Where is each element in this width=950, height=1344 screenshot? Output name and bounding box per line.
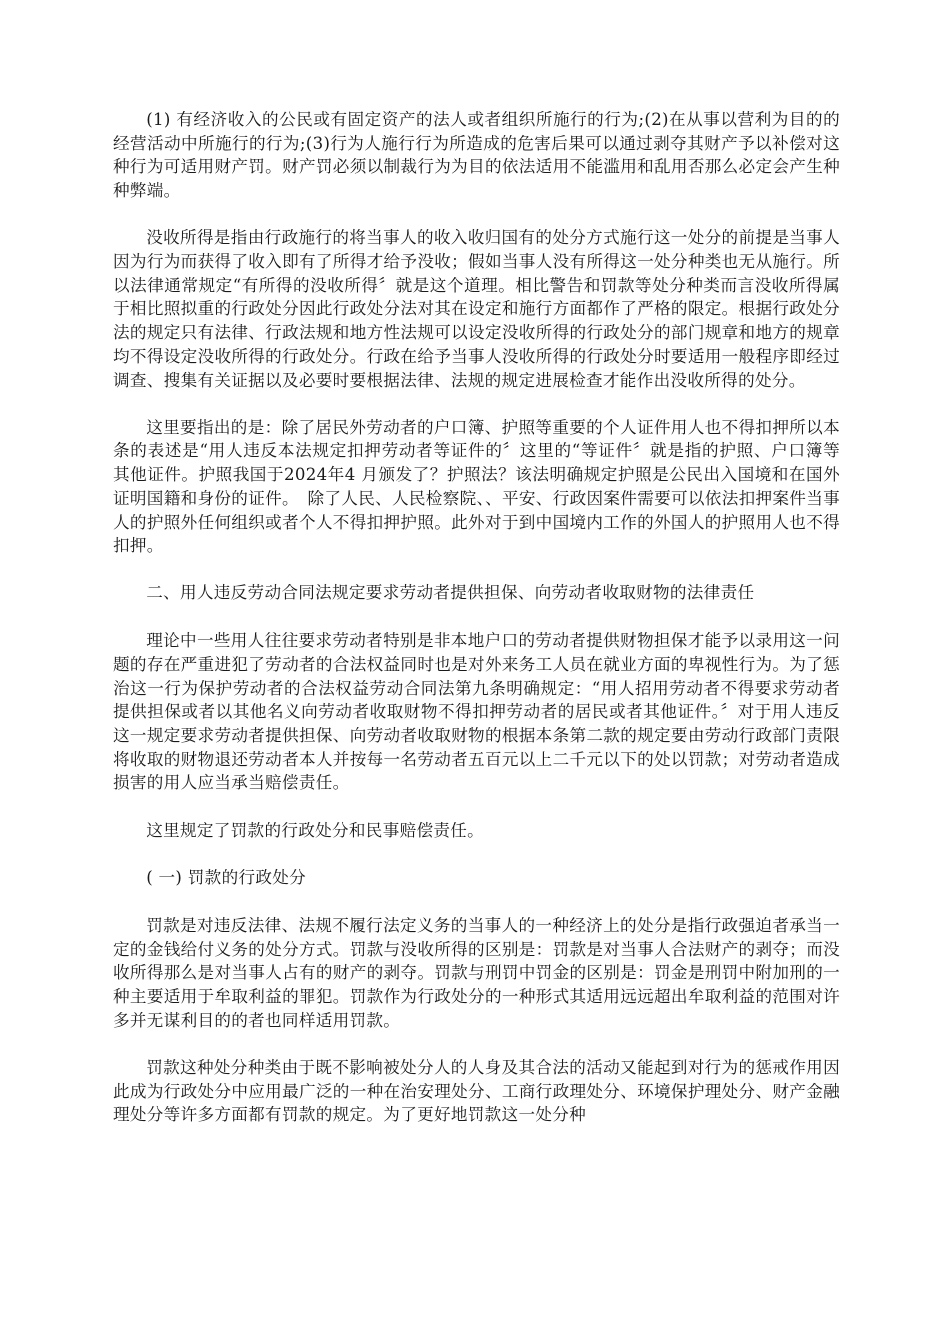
subsection-heading-one: ( 一) 罚款的行政处分	[146, 868, 307, 888]
paragraph-guarantee: 理论中一些用人往往要求劳动者特别是非本地户口的劳动者提供财物担保才能予以录用这一问题的存在严重进犯了劳动者的合法权益同时也是对外来务工人员在就业方面的卑视性行为。为了惩治这一行为保护劳动者的合法权益劳动合同法第九条明确规定：“用人招用劳动者不得要求劳动者提供担保或者以其他名义向劳动者收取财物不得扣押劳动者的居民或者其他证件。〞对于用人违反这一规定要求劳动者提供担保、向劳动者收取财物的根据本条第二款的规定要由劳动行政部门责限将收取的财物退还劳动者本人并按每一名劳动者五百元以上二千元以下的处以罚款；对劳动者造成损害的用人应当承当赔偿责任。	[113, 631, 840, 793]
paragraph-fine-summary: 这里规定了罚款的行政处分和民事赔偿责任。	[146, 820, 485, 840]
section-heading-two: 二、用人违反劳动合同法规定要求劳动者提供担保、向劳动者收取财物的法律责任	[146, 583, 755, 603]
paragraph-fine-definition: 罚款是对违反法律、法规不履行法定义务的当事人的一种经济上的处分是指行政强迫者承当一定的金钱给付义务的处分方式。罚款与没收所得的区别是：罚款是对当事人合法财产的剥夺；而没收所得那么是对当事人占有的财产的剥夺。罚款与刑罚中罚金的区别是：罚金是刑罚中附加刑的一种主要适用于牟取利益的罪犯。罚款作为行政处分的一种形式其适用远远超出牟取利益的范围对许多并无谋利目的的者也同样适用罚款。	[113, 915, 840, 1030]
paragraph-confiscation: 没收所得是指由行政施行的将当事人的收入收归国有的处分方式施行这一处分的前提是当事人因为行为而获得了收入即有了所得才给予没收；假如当事人没有所得这一处分种类也无从施行。所以法律通常规定“有所得的没收所得〞就是这个道理。相比警告和罚款等处分种类而言没收所得属于相比照拟重的行政处分因此行政处分法对其在设定和施行方面都作了严格的限定。根据行政处分法的规定只有法律、行政法规和地方性法规可以设定没收所得的行政处分的部门规章和地方的规章均不得设定没收所得的行政处分。行政在给予当事人没收所得的行政处分时要适用一般程序即经过调查、搜集有关证据以及必要时要根据法律、法规的规定进展检查才能作出没收所得的处分。	[113, 228, 840, 390]
paragraph-fine-application: 罚款这种处分种类由于既不影响被处分人的人身及其合法的活动又能起到对行为的惩戒作用因此成为行政处分中应用最广泛的一种在治安理处分、工商行政理处分、环境保护理处分、财产金融理处分等许多方面都有罚款的规定。为了更好地罚款这一处分种	[113, 1058, 840, 1125]
paragraph-passport: 这里要指出的是：除了居民外劳动者的户口簿、护照等重要的个人证件用人也不得扣押所以本条的表述是“用人违反本法规定扣押劳动者等证件的〞这里的“等证件〞就是指的护照、户口簿等其他证件。护照我国于2024年4 月颁发了？护照法？该法明确规定护照是公民出入国境和在国外证明国籍和身份的证件。 除了人民、人民检察院、、平安、行政因案件需要可以依法扣押案件当事人的护照外任何组织或者个人不得扣押护照。此外对于到中国境内工作的外国人的护照用人也不得扣押。	[113, 417, 840, 556]
paragraph-property-penalty: (1) 有经济收入的公民或有固定资产的法人或者组织所施行的行为;(2)在从事以营利为目的的经营活动中所施行的行为;(3)行为人施行行为所造成的危害后果可以通过剥夺其财产予以补偿对这种行为可适用财产罚。财产罚必须以制裁行为为目的依法适用不能滥用和乱用否那么必定会产生种种弊端。	[113, 110, 840, 201]
document-body	[113, 108, 840, 1151]
